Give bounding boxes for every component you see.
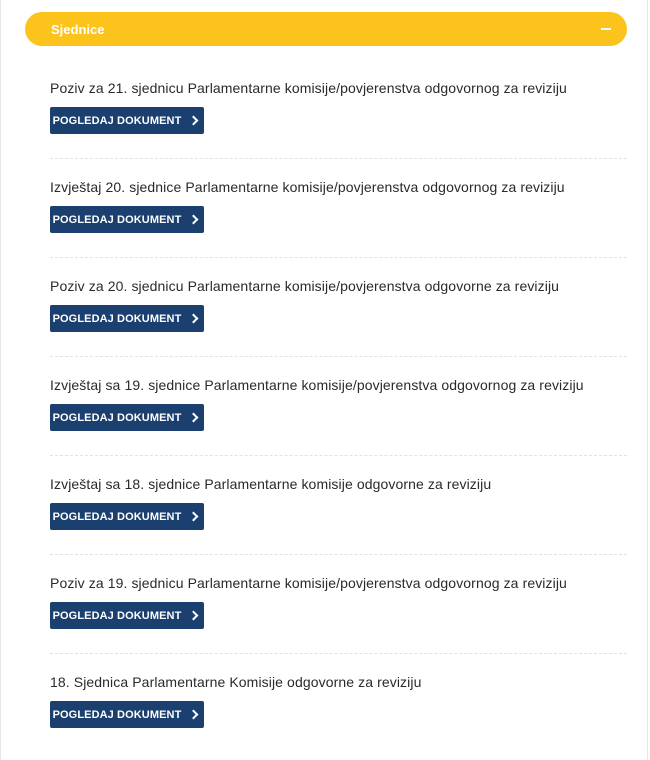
view-document-button[interactable] (50, 701, 204, 728)
chevron-right-icon (189, 116, 199, 126)
chevron-right-icon (189, 314, 199, 324)
minus-icon[interactable] (601, 28, 611, 30)
accordion-title: Sjednice (51, 21, 105, 37)
view-document-button[interactable] (50, 206, 204, 233)
document-title: Izvještaj 20. sjednice Parlamentarne komisije/povjerenstva odgovornog za reviziju (50, 179, 565, 195)
accordion-header-sjednice[interactable] (25, 12, 627, 46)
document-title: Izvještaj sa 18. sjednice Parlamentarne komisije odgovorne za reviziju (50, 476, 492, 492)
document-list (50, 60, 627, 753)
list-item (50, 555, 627, 654)
view-document-button[interactable] (50, 602, 204, 629)
list-item (50, 456, 627, 555)
button-label: POGLEDAJ DOKUMENT (52, 312, 182, 325)
chevron-right-icon (189, 413, 199, 423)
chevron-right-icon (189, 710, 199, 720)
document-title: Poziv za 21. sjednicu Parlamentarne komisije/povjerenstva odgovornog za reviziju (50, 80, 567, 96)
button-label: POGLEDAJ DOKUMENT (52, 114, 182, 127)
document-title: 18. Sjednica Parlamentarne Komisije odgovorne za reviziju (50, 674, 422, 690)
document-title: Poziv za 20. sjednicu Parlamentarne komisije/povjerenstva odgovorne za reviziju (50, 278, 560, 294)
button-label: POGLEDAJ DOKUMENT (52, 609, 182, 622)
view-document-button[interactable] (50, 404, 204, 431)
button-label: POGLEDAJ DOKUMENT (52, 411, 182, 424)
list-item (50, 159, 627, 258)
view-document-button[interactable] (50, 107, 204, 134)
view-document-button[interactable] (50, 305, 204, 332)
document-title: Izvještaj sa 19. sjednice Parlamentarne komisije/povjerenstva odgovornog za reviziju (50, 377, 584, 393)
chevron-right-icon (189, 611, 199, 621)
button-label: POGLEDAJ DOKUMENT (52, 708, 182, 721)
list-item (50, 258, 627, 357)
chevron-right-icon (189, 215, 199, 225)
chevron-right-icon (189, 512, 199, 522)
button-label: POGLEDAJ DOKUMENT (52, 213, 182, 226)
list-item (50, 60, 627, 159)
list-item (50, 654, 627, 753)
list-item (50, 357, 627, 456)
button-label: POGLEDAJ DOKUMENT (52, 510, 182, 523)
view-document-button[interactable] (50, 503, 204, 530)
document-title: Poziv za 19. sjednicu Parlamentarne komisije/povjerenstva odgovornog za reviziju (50, 575, 567, 591)
